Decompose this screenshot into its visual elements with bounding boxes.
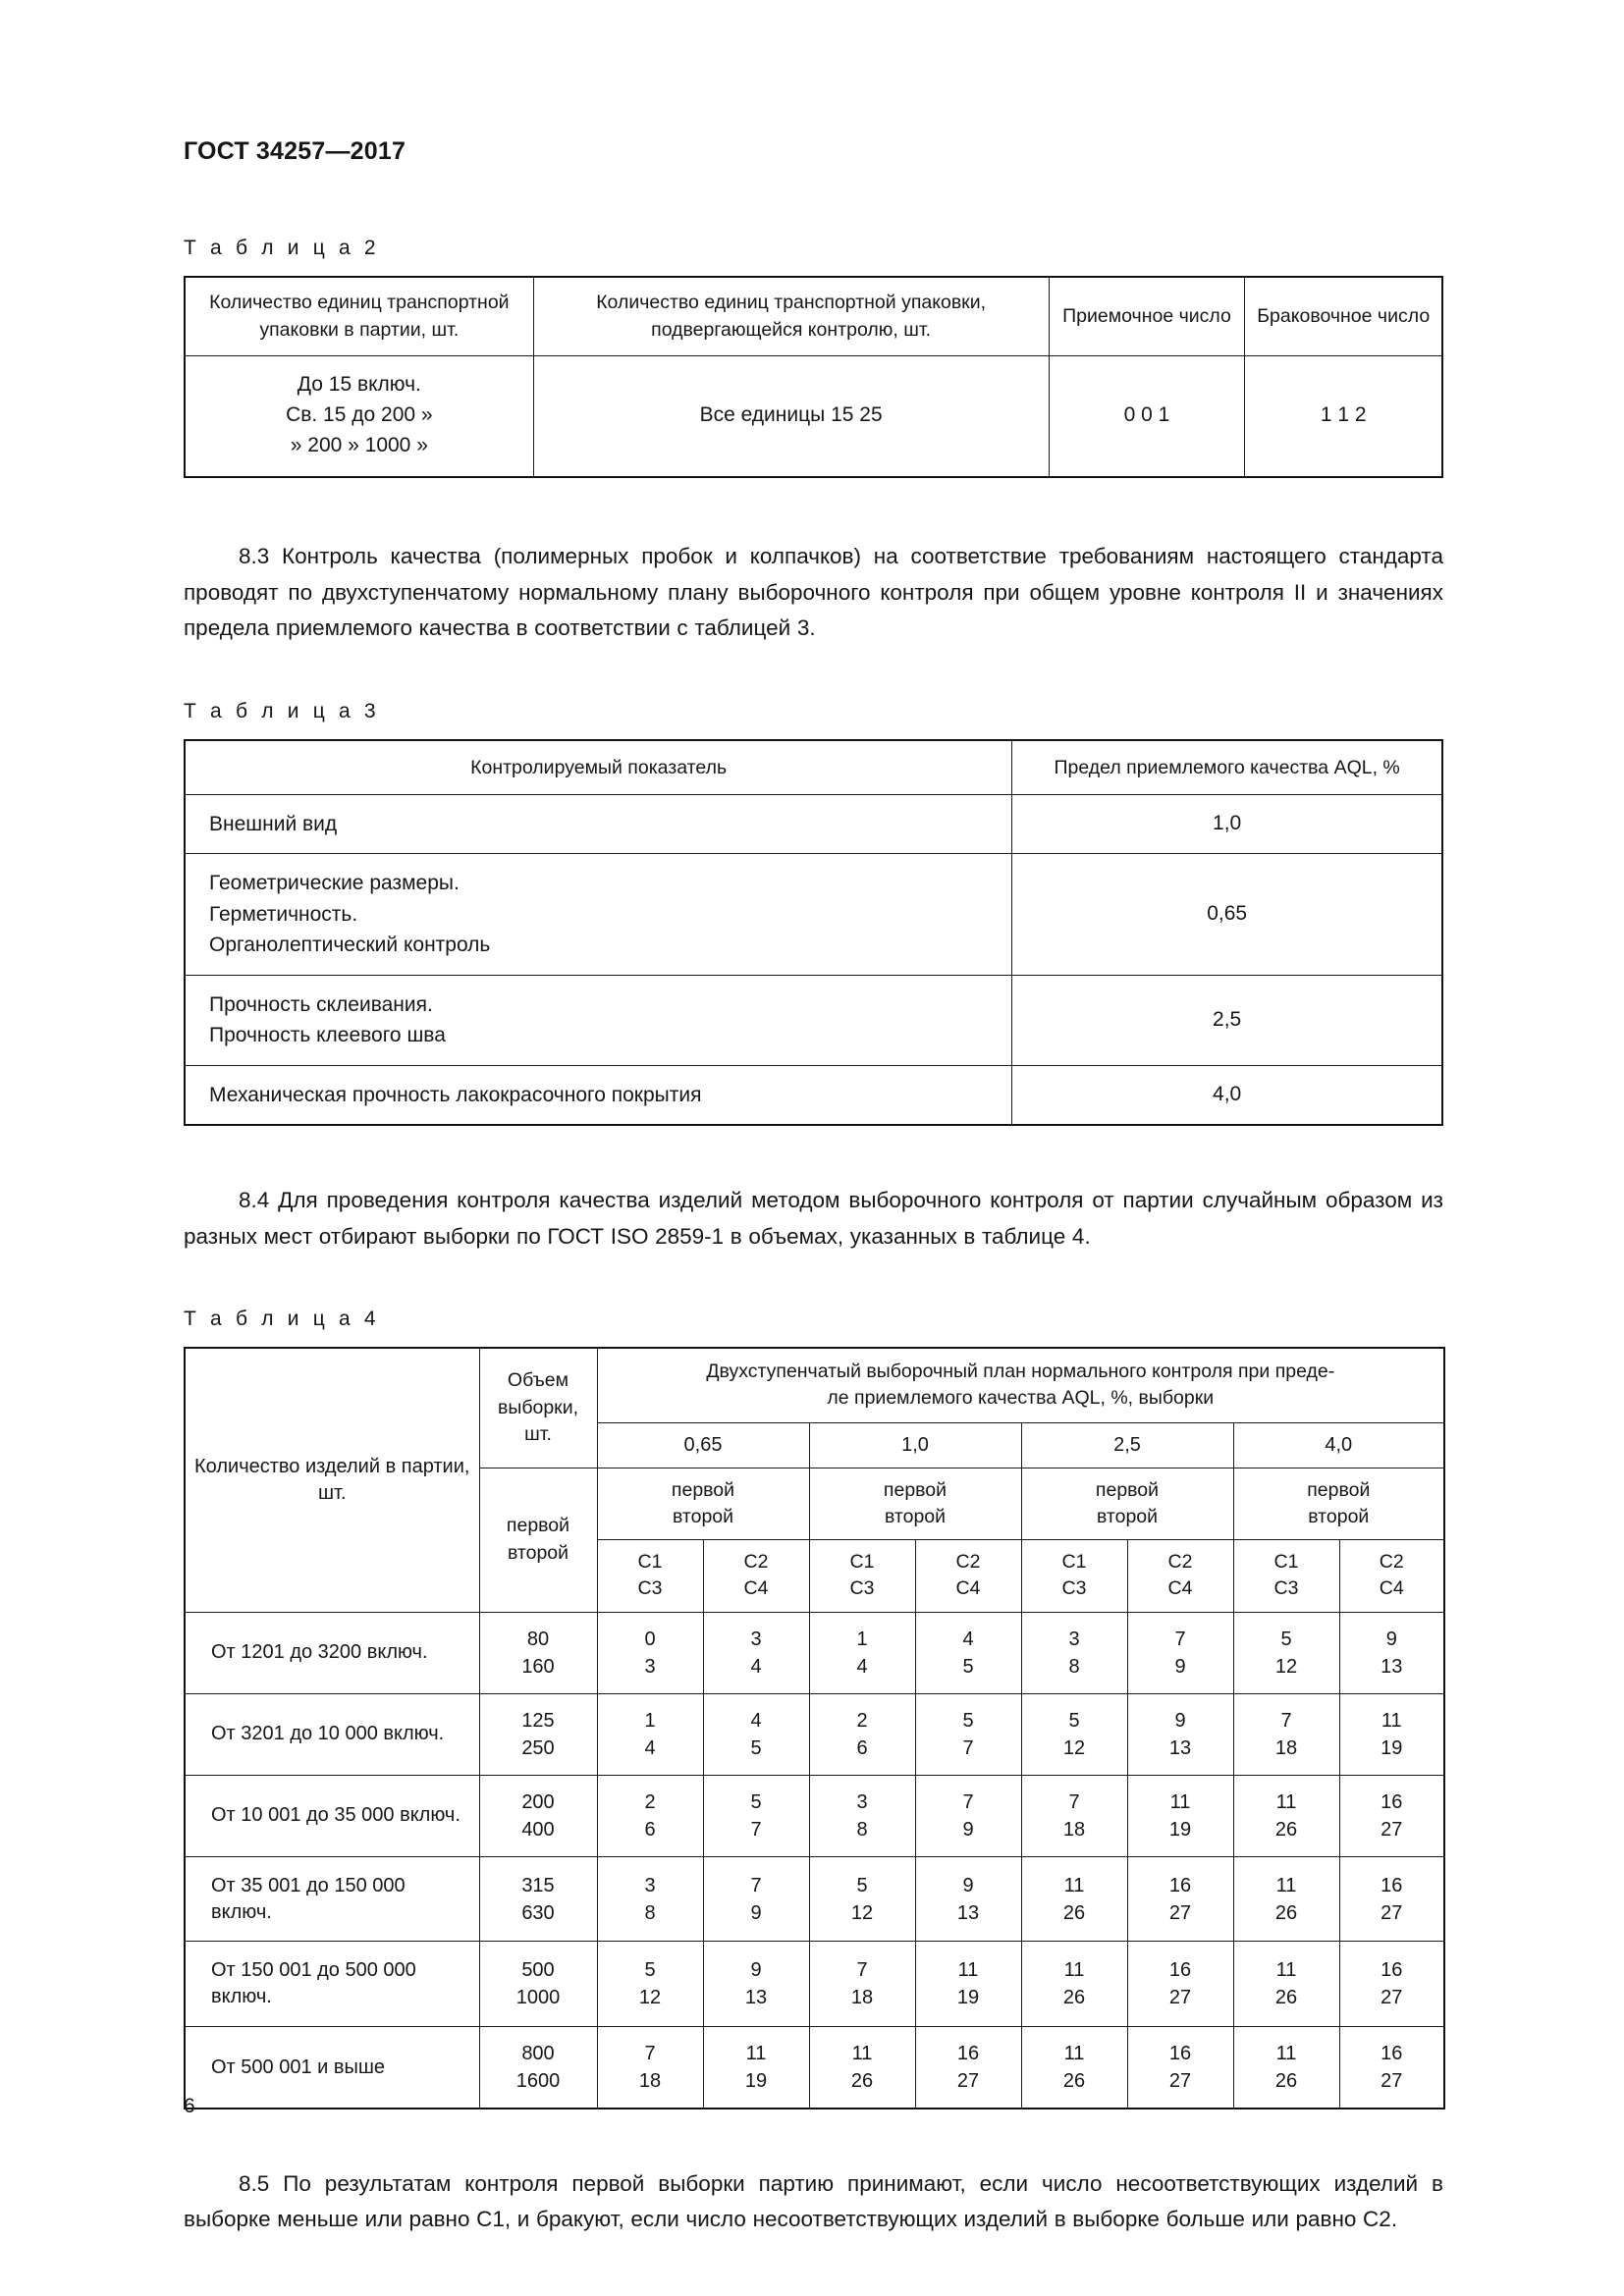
table-4-c-header: C2 C4: [703, 1540, 809, 1613]
table-4-header-aql-0: 0,65: [597, 1422, 809, 1468]
table-2-header-cell-accept: Приемочное число: [1049, 277, 1245, 356]
table-4-stage-aql-0: первой второй: [597, 1468, 809, 1540]
table-row: [185, 854, 1442, 976]
document-header: ГОСТ 34257—2017: [184, 137, 406, 165]
table-4-value: 5 7: [915, 1693, 1021, 1775]
table-4-value: 16 27: [1339, 1775, 1444, 1856]
table-4-header-aql-1: 1,0: [809, 1422, 1021, 1468]
table-4-value: 4 5: [915, 1612, 1021, 1693]
table-4-header-row-1: [185, 1348, 1444, 1422]
table-row: [185, 1775, 1444, 1856]
table-4-value: 2 6: [809, 1693, 915, 1775]
table-4: [184, 1347, 1445, 2109]
table-2-caption: Т а б л и ц а 2: [184, 237, 380, 259]
table-4-value: 7 9: [1127, 1612, 1233, 1693]
table-2-header-row: [185, 277, 1442, 356]
table-2-header-cell-controlled: Количество единиц транспортной упаковки, подвергающейся контролю, шт.: [533, 277, 1049, 356]
table-4-value: 2 6: [597, 1775, 703, 1856]
paragraph-8-4: 8.4 Для проведения контроля качества изделий методом выборочного контроля от партии случайным образом из разных мест отбирают выборки по ГОСТ ISO 2859-1 в объемах, указанных в таблице 4.: [184, 1188, 1443, 1249]
table-3-caption: Т а б л и ц а 3: [184, 699, 380, 722]
table-row: [185, 1693, 1444, 1775]
table-4-header-aql-3: 4,0: [1233, 1422, 1444, 1468]
table-row: [185, 2026, 1444, 2109]
page-number: 6: [184, 2095, 195, 2117]
table-4-value: 1 4: [809, 1612, 915, 1693]
table-4-value: 7 9: [703, 1856, 809, 1942]
table-3-header-aql: Предел приемлемого качества AQL, %: [1012, 740, 1442, 795]
table-3-indicator-cell: Прочность склеивания. Прочность клеевого шва: [185, 975, 1012, 1065]
table-4-value: 16 27: [1127, 1942, 1233, 2027]
table-4-value: 3 8: [597, 1856, 703, 1942]
table-4-value: 16 27: [1339, 1942, 1444, 2027]
table-4-value: 3 8: [1021, 1612, 1127, 1693]
table-4-volume-stage: первой второй: [479, 1468, 597, 1612]
table-4-c-header: C1 C3: [597, 1540, 703, 1613]
table-4-stage-aql-3: первой второй: [1233, 1468, 1444, 1540]
table-4-volume: 80 160: [479, 1612, 597, 1693]
table-4-c-header: C2 C4: [915, 1540, 1021, 1613]
table-2-reject-cell: 1 1 2: [1245, 356, 1442, 477]
table-4-c-header: C1 C3: [1233, 1540, 1339, 1613]
table-4-header-lot: Количество изделий в партии, шт.: [185, 1348, 479, 1612]
table-4-c-header: C2 C4: [1339, 1540, 1444, 1613]
table-4-value: 11 26: [1021, 1942, 1127, 2027]
table-4-value: 7 9: [915, 1775, 1021, 1856]
table-4-caption: Т а б л и ц а 4: [184, 1308, 380, 1331]
table-4-header-aql-2: 2,5: [1021, 1422, 1233, 1468]
table-4-value: 16 27: [1127, 2026, 1233, 2109]
table-2-header-cell-reject: Браковочное число: [1245, 277, 1442, 356]
table-4-header-plan-title: Двухступенчатый выборочный план нормального контроля при преде- ле приемлемого качества AQL, %, выборки: [597, 1348, 1444, 1422]
table-4-value: 5 12: [809, 1856, 915, 1942]
table-row: [185, 975, 1442, 1065]
table-4-value: 11 19: [915, 1942, 1021, 2027]
table-4-value: 5 7: [703, 1775, 809, 1856]
table-4-value: 11 26: [1021, 1856, 1127, 1942]
table-4-c-header: C1 C3: [809, 1540, 915, 1613]
table-4-value: 9 13: [1127, 1693, 1233, 1775]
page-content: [184, 137, 1443, 2238]
table-2-body-row: [185, 356, 1442, 477]
table-4-value: 11 26: [809, 2026, 915, 2109]
table-4-value: 5 12: [597, 1942, 703, 2027]
table-4-stage-aql-2: первой второй: [1021, 1468, 1233, 1540]
table-4-value: 11 19: [703, 2026, 809, 2109]
table-4-lot: От 150 001 до 500 000 включ.: [185, 1942, 479, 2027]
table-3: [184, 739, 1443, 1127]
table-4-value: 7 18: [1233, 1693, 1339, 1775]
table-4-value: 7 18: [597, 2026, 703, 2109]
table-4-value: 7 18: [809, 1942, 915, 2027]
table-3-aql-cell: 2,5: [1012, 975, 1442, 1065]
table-4-value: 1 4: [597, 1693, 703, 1775]
table-4-c-header: C1 C3: [1021, 1540, 1127, 1613]
table-4-value: 16 27: [1339, 2026, 1444, 2109]
table-4-volume: 125 250: [479, 1693, 597, 1775]
table-2-header-cell-lot: Количество единиц транспортной упаковки в партии, шт.: [185, 277, 533, 356]
table-2-lot-cell: До 15 включ. Св. 15 до 200 » » 200 » 1000 »: [185, 356, 533, 477]
table-4-stage-aql-1: первой второй: [809, 1468, 1021, 1540]
table-3-aql-cell: 1,0: [1012, 794, 1442, 854]
table-4-value: 11 26: [1233, 1942, 1339, 2027]
table-4-value: 9 13: [1339, 1612, 1444, 1693]
table-4-value: 3 8: [809, 1775, 915, 1856]
table-4-value: 11 19: [1127, 1775, 1233, 1856]
table-4-volume: 800 1600: [479, 2026, 597, 2109]
table-4-value: 11 26: [1233, 2026, 1339, 2109]
table-4-value: 11 26: [1021, 2026, 1127, 2109]
table-4-value: 11 26: [1233, 1775, 1339, 1856]
table-4-value: 9 13: [703, 1942, 809, 2027]
table-row: [185, 1065, 1442, 1125]
table-4-header-volume: Объем выборки, шт.: [479, 1348, 597, 1468]
table-4-volume: 200 400: [479, 1775, 597, 1856]
table-4-value: 9 13: [915, 1856, 1021, 1942]
table-4-value: 11 19: [1339, 1693, 1444, 1775]
table-4-value: 16 27: [1127, 1856, 1233, 1942]
table-4-value: 0 3: [597, 1612, 703, 1693]
table-2-controlled-cell: Все единицы 15 25: [533, 356, 1049, 477]
table-row: [185, 794, 1442, 854]
table-4-value: 16 27: [915, 2026, 1021, 2109]
table-row: [185, 1856, 1444, 1942]
table-4-c-header: C2 C4: [1127, 1540, 1233, 1613]
table-row: [185, 1612, 1444, 1693]
table-3-indicator-cell: Геометрические размеры. Герметичность. Органолептический контроль: [185, 854, 1012, 976]
table-4-value: 5 12: [1233, 1612, 1339, 1693]
table-4-lot: От 1201 до 3200 включ.: [185, 1612, 479, 1693]
table-4-value: 4 5: [703, 1693, 809, 1775]
table-row: [185, 1942, 1444, 2027]
table-2-accept-cell: 0 0 1: [1049, 356, 1245, 477]
table-4-lot: От 500 001 и выше: [185, 2026, 479, 2109]
table-4-value: 3 4: [703, 1612, 809, 1693]
table-3-aql-cell: 4,0: [1012, 1065, 1442, 1125]
table-3-aql-cell: 0,65: [1012, 854, 1442, 976]
table-3-header-indicator: Контролируемый показатель: [185, 740, 1012, 795]
table-3-indicator-cell: Механическая прочность лакокрасочного покрытия: [185, 1065, 1012, 1125]
table-4-value: 5 12: [1021, 1693, 1127, 1775]
paragraph-8-5: 8.5 По результатам контроля первой выборки партию принимают, если число несоответствующих изделий в выборке меньше или равно С1, и бракуют, если число несоответствующих изделий в выборке больше или равно С2.: [184, 2170, 1443, 2232]
table-3-header-row: [185, 740, 1442, 795]
table-2: [184, 276, 1443, 478]
table-4-lot: От 3201 до 10 000 включ.: [185, 1693, 479, 1775]
table-4-volume: 500 1000: [479, 1942, 597, 2027]
table-3-indicator-cell: Внешний вид: [185, 794, 1012, 854]
paragraph-8-3: 8.3 Контроль качества (полимерных пробок и колпачков) на соответствие требованиям настоящего стандарта проводят по двухступенчатому нормальному плану выборочного контроля при общем уровне контроля II и значениях предела приемлемого качества в соответствии с таблицей 3.: [184, 544, 1443, 641]
table-4-lot: От 10 001 до 35 000 включ.: [185, 1775, 479, 1856]
table-4-value: 11 26: [1233, 1856, 1339, 1942]
table-4-volume: 315 630: [479, 1856, 597, 1942]
table-4-value: 16 27: [1339, 1856, 1444, 1942]
table-4-value: 7 18: [1021, 1775, 1127, 1856]
table-4-lot: От 35 001 до 150 000 включ.: [185, 1856, 479, 1942]
